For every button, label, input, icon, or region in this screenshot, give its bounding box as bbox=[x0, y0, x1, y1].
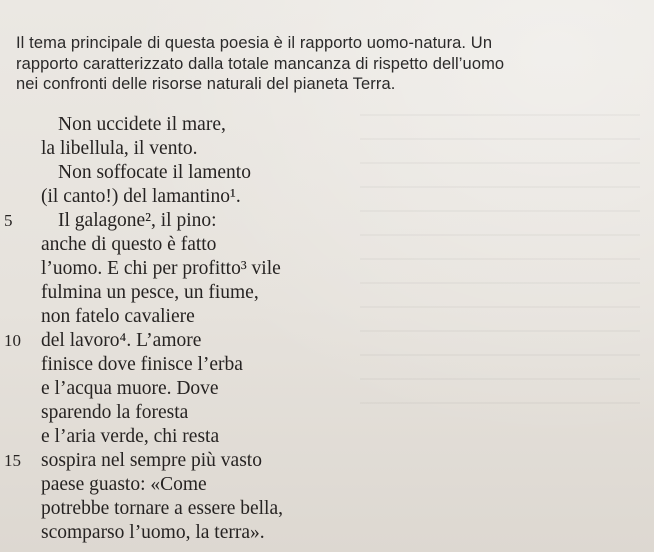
poem-verse bbox=[0, 257, 654, 281]
verse-text: l’uomo. E chi per profitto³ vile bbox=[41, 258, 281, 279]
poem-verse bbox=[0, 401, 654, 425]
verse-text: e l’aria verde, chi resta bbox=[41, 426, 220, 447]
intro-line: rapporto caratterizzato dalla totale mancanza di rispetto dell’uomo bbox=[16, 54, 505, 73]
verse-text: Non uccidete il mare, bbox=[58, 114, 226, 135]
verse-text: sparendo la foresta bbox=[41, 402, 189, 423]
verse-number: 5 bbox=[4, 211, 13, 230]
verse-text: (il canto!) del lamantino¹. bbox=[41, 186, 241, 207]
verse-text: scomparso l’uomo, la terra». bbox=[41, 522, 265, 543]
poem-verse bbox=[0, 137, 654, 161]
verse-text: Non soffocate il lamento bbox=[58, 162, 251, 183]
poem-verse bbox=[0, 185, 654, 209]
verse-text: paese guasto: «Come bbox=[41, 474, 207, 495]
poem-verse bbox=[0, 521, 654, 545]
verse-text: fulmina un pesce, un fiume, bbox=[41, 282, 259, 303]
verse-text: e l’acqua muore. Dove bbox=[41, 378, 219, 399]
intro-line: Il tema principale di questa poesia è il rapporto uomo-natura. Un bbox=[16, 34, 493, 52]
poem-verse bbox=[0, 305, 654, 329]
poem-verse bbox=[0, 497, 654, 521]
intro-paragraph bbox=[16, 33, 646, 95]
poem-verse bbox=[0, 233, 654, 257]
verse-number: 10 bbox=[4, 331, 21, 350]
poem-verse bbox=[0, 161, 654, 185]
poem-verse bbox=[0, 353, 654, 377]
verse-text: Il galagone², il pino: bbox=[58, 210, 217, 231]
verse-text: potrebbe tornare a essere bella, bbox=[41, 498, 283, 519]
poem-verse bbox=[0, 329, 654, 353]
verse-text: finisce dove finisce l’erba bbox=[41, 354, 243, 375]
poem-verse bbox=[0, 209, 654, 233]
poem-verse bbox=[0, 449, 654, 473]
verse-text: del lavoro⁴. L’amore bbox=[41, 330, 202, 351]
verse-number: 15 bbox=[4, 451, 21, 470]
verse-text: sospira nel sempre più vasto bbox=[41, 450, 262, 471]
poem-verse bbox=[0, 377, 654, 401]
poem-verse bbox=[0, 281, 654, 305]
poem-verse bbox=[0, 425, 654, 449]
verse-text: anche di questo è fatto bbox=[41, 234, 217, 255]
poem-verse bbox=[0, 473, 654, 497]
poem-verse bbox=[0, 113, 654, 137]
verse-text: non fatelo cavaliere bbox=[41, 306, 195, 327]
verse-text: la libellula, il vento. bbox=[41, 138, 198, 159]
intro-line: nei confronti delle risorse naturali del pianeta Terra. bbox=[16, 75, 396, 93]
